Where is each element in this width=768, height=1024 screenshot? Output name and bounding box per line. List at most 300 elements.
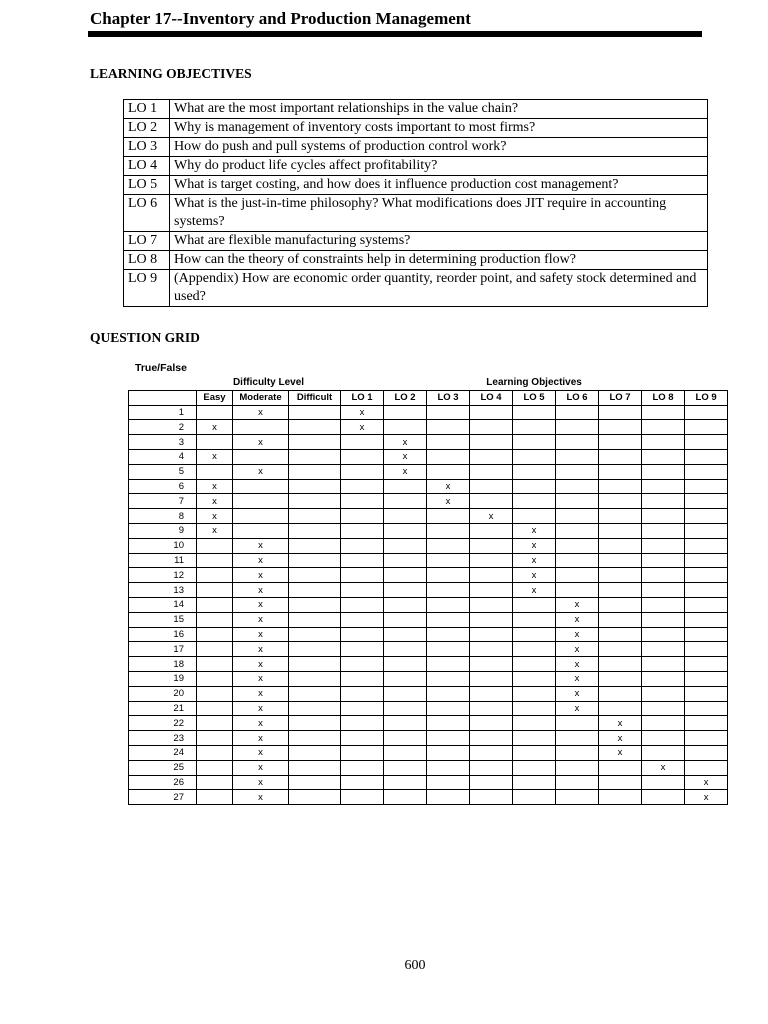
question-grid-heading: QUESTION GRID [90, 330, 200, 345]
question-number: 4 [129, 449, 197, 464]
grid-cell-difficult [289, 627, 341, 642]
grid-cell-easy [197, 597, 233, 612]
grid-cell-lo-9 [685, 597, 728, 612]
learning-objective-row [124, 176, 708, 195]
grid-cell-lo-7 [599, 701, 642, 716]
grid-cell-lo-7 [599, 523, 642, 538]
grid-mark: x [556, 686, 599, 701]
grid-cell-lo-5 [513, 775, 556, 790]
question-number: 21 [129, 701, 197, 716]
grid-cell-lo-1 [341, 642, 384, 657]
learning-objective-row [124, 270, 708, 307]
grid-cell-lo-2 [384, 731, 427, 746]
grid-cell-lo-3 [427, 553, 470, 568]
question-number: 20 [129, 686, 197, 701]
table-row [129, 479, 728, 494]
grid-cell-lo-1 [341, 568, 384, 583]
grid-cell-lo-4 [470, 775, 513, 790]
grid-cell-lo-4 [470, 790, 513, 805]
grid-cell-lo-8 [642, 627, 685, 642]
question-number: 6 [129, 479, 197, 494]
grid-cell-lo-9 [685, 553, 728, 568]
grid-cell-lo-9 [685, 583, 728, 598]
grid-mark: x [233, 790, 289, 805]
table-row [129, 597, 728, 612]
grid-cell-difficult [289, 701, 341, 716]
grid-cell-lo-8 [642, 494, 685, 509]
grid-cell-lo-4 [470, 760, 513, 775]
grid-cell-lo-6 [556, 494, 599, 509]
grid-cell-lo-9 [685, 657, 728, 672]
table-row [129, 420, 728, 435]
grid-cell-easy [197, 716, 233, 731]
grid-cell-lo-9 [685, 671, 728, 686]
grid-cell-lo-3 [427, 464, 470, 479]
question-number: 5 [129, 464, 197, 479]
grid-cell-lo-6 [556, 449, 599, 464]
grid-cell-lo-3 [427, 538, 470, 553]
grid-cell-lo-3 [427, 612, 470, 627]
grid-cell-lo-5 [513, 657, 556, 672]
grid-cell-lo-9 [685, 642, 728, 657]
grid-cell-easy [197, 642, 233, 657]
grid-cell-lo-8 [642, 612, 685, 627]
table-row [129, 701, 728, 716]
grid-cell-difficult [289, 716, 341, 731]
grid-cell-lo-7 [599, 686, 642, 701]
grid-cell-lo-4 [470, 612, 513, 627]
grid-cell-lo-7 [599, 671, 642, 686]
grid-cell-lo-2 [384, 597, 427, 612]
question-number: 7 [129, 494, 197, 509]
grid-mark: x [384, 435, 427, 450]
grid-cell-lo-7 [599, 568, 642, 583]
grid-cell-lo-2 [384, 553, 427, 568]
grid-cell-difficult [289, 509, 341, 524]
grid-cell-lo-6 [556, 716, 599, 731]
objective-code: LO 5 [124, 176, 170, 195]
grid-mark: x [599, 716, 642, 731]
table-row [129, 745, 728, 760]
grid-cell-lo-4 [470, 494, 513, 509]
grid-cell-lo-1 [341, 612, 384, 627]
grid-cell-lo-8 [642, 538, 685, 553]
objective-text: What is the just-in-time philosophy? What modifications does JIT require in accounting systems? [170, 195, 708, 232]
grid-group-header-row [129, 376, 728, 390]
grid-cell-lo-9 [685, 538, 728, 553]
grid-cell-lo-8 [642, 790, 685, 805]
grid-cell-lo-4 [470, 464, 513, 479]
grid-mark: x [233, 671, 289, 686]
table-row [129, 523, 728, 538]
grid-cell-easy [197, 731, 233, 746]
grid-mark: x [470, 509, 513, 524]
table-row [129, 657, 728, 672]
grid-cell-lo-8 [642, 509, 685, 524]
grid-cell-lo-1 [341, 790, 384, 805]
grid-mark: x [384, 464, 427, 479]
grid-cell-lo-5 [513, 731, 556, 746]
table-row [129, 583, 728, 598]
grid-cell-lo-8 [642, 553, 685, 568]
grid-cell-lo-4 [470, 479, 513, 494]
grid-cell-lo-1 [341, 671, 384, 686]
grid-cell-lo-1 [341, 435, 384, 450]
grid-cell-lo-9 [685, 479, 728, 494]
grid-cell-lo-4 [470, 538, 513, 553]
grid-cell-lo-1 [341, 523, 384, 538]
grid-mark: x [513, 568, 556, 583]
grid-cell-lo-5 [513, 745, 556, 760]
column-header-lo-6: LO 6 [556, 390, 599, 405]
grid-column-header-row [129, 390, 728, 405]
learning-objective-row [124, 251, 708, 270]
column-header-lo-7: LO 7 [599, 390, 642, 405]
grid-cell-lo-1 [341, 553, 384, 568]
grid-cell-lo-5 [513, 479, 556, 494]
question-number: 12 [129, 568, 197, 583]
learning-objective-row [124, 157, 708, 176]
grid-cell-lo-2 [384, 716, 427, 731]
learning-objective-row [124, 232, 708, 251]
grid-cell-difficult [289, 553, 341, 568]
grid-cell-lo-8 [642, 449, 685, 464]
grid-mark: x [556, 701, 599, 716]
grid-cell-difficult [289, 435, 341, 450]
grid-cell-lo-2 [384, 494, 427, 509]
column-header-lo-9: LO 9 [685, 390, 728, 405]
grid-cell-lo-5 [513, 760, 556, 775]
grid-mark: x [233, 538, 289, 553]
grid-mark: x [685, 790, 728, 805]
objective-code: LO 2 [124, 119, 170, 138]
grid-cell-lo-3 [427, 745, 470, 760]
grid-mark: x [197, 523, 233, 538]
question-number: 14 [129, 597, 197, 612]
grid-cell-lo-7 [599, 760, 642, 775]
grid-cell-lo-3 [427, 716, 470, 731]
grid-cell-lo-8 [642, 583, 685, 598]
grid-cell-lo-4 [470, 642, 513, 657]
grid-cell-lo-5 [513, 405, 556, 420]
grid-cell-lo-1 [341, 686, 384, 701]
grid-cell-difficult [289, 731, 341, 746]
grid-cell-lo-7 [599, 509, 642, 524]
learning-objectives-table [123, 99, 708, 307]
grid-cell-lo-6 [556, 745, 599, 760]
grid-cell-lo-5 [513, 435, 556, 450]
grid-cell-lo-1 [341, 449, 384, 464]
grid-cell-lo-9 [685, 405, 728, 420]
grid-mark: x [384, 449, 427, 464]
question-number: 13 [129, 583, 197, 598]
question-number: 8 [129, 509, 197, 524]
grid-cell-lo-6 [556, 523, 599, 538]
column-header-lo-8: LO 8 [642, 390, 685, 405]
grid-cell-lo-6 [556, 479, 599, 494]
grid-cell-lo-2 [384, 775, 427, 790]
learning-objective-row [124, 119, 708, 138]
column-header-lo-4: LO 4 [470, 390, 513, 405]
grid-cell-difficult [289, 686, 341, 701]
grid-cell-easy [197, 627, 233, 642]
column-header-lo-5: LO 5 [513, 390, 556, 405]
true-false-label: True/False [135, 362, 187, 374]
grid-cell-lo-8 [642, 435, 685, 450]
grid-mark: x [513, 523, 556, 538]
question-number: 16 [129, 627, 197, 642]
grid-cell-lo-7 [599, 775, 642, 790]
question-number: 15 [129, 612, 197, 627]
objective-code: LO 1 [124, 100, 170, 119]
table-row [129, 760, 728, 775]
grid-cell-lo-3 [427, 405, 470, 420]
grid-cell-easy [197, 657, 233, 672]
grid-mark: x [556, 671, 599, 686]
grid-cell-lo-3 [427, 642, 470, 657]
grid-cell-lo-3 [427, 568, 470, 583]
grid-cell-lo-2 [384, 420, 427, 435]
column-header-lo-3: LO 3 [427, 390, 470, 405]
grid-mark: x [427, 479, 470, 494]
grid-cell-easy [197, 553, 233, 568]
column-header-lo-2: LO 2 [384, 390, 427, 405]
question-number: 23 [129, 731, 197, 746]
grid-cell-lo-9 [685, 420, 728, 435]
grid-cell-lo-3 [427, 686, 470, 701]
grid-cell-easy [197, 790, 233, 805]
grid-cell-lo-4 [470, 701, 513, 716]
table-row [129, 716, 728, 731]
grid-cell-lo-5 [513, 509, 556, 524]
grid-cell-lo-8 [642, 775, 685, 790]
page-number: 600 [404, 958, 426, 973]
grid-cell-lo-8 [642, 642, 685, 657]
grid-mark: x [427, 494, 470, 509]
grid-cell-lo-8 [642, 745, 685, 760]
grid-cell-difficult [289, 760, 341, 775]
grid-cell-lo-6 [556, 568, 599, 583]
grid-cell-lo-4 [470, 657, 513, 672]
grid-cell-lo-3 [427, 449, 470, 464]
grid-cell-difficult [289, 538, 341, 553]
grid-cell-lo-3 [427, 671, 470, 686]
grid-cell-lo-6 [556, 760, 599, 775]
grid-cell-difficult [289, 405, 341, 420]
grid-mark: x [341, 405, 384, 420]
grid-cell-lo-9 [685, 701, 728, 716]
grid-mark: x [233, 731, 289, 746]
grid-cell-lo-8 [642, 671, 685, 686]
grid-cell-lo-2 [384, 523, 427, 538]
grid-mark: x [513, 538, 556, 553]
grid-cell-lo-8 [642, 405, 685, 420]
table-row [129, 790, 728, 805]
grid-cell-lo-9 [685, 523, 728, 538]
grid-cell-lo-5 [513, 701, 556, 716]
grid-cell-lo-3 [427, 775, 470, 790]
grid-cell-lo-3 [427, 435, 470, 450]
grid-cell-lo-2 [384, 657, 427, 672]
grid-cell-lo-6 [556, 538, 599, 553]
grid-cell-lo-7 [599, 597, 642, 612]
question-number: 10 [129, 538, 197, 553]
column-header-easy: Easy [197, 390, 233, 405]
grid-cell-lo-7 [599, 449, 642, 464]
table-row [129, 449, 728, 464]
grid-cell-lo-9 [685, 686, 728, 701]
grid-cell-easy [197, 760, 233, 775]
grid-cell-easy [197, 583, 233, 598]
grid-mark: x [233, 686, 289, 701]
table-row [129, 509, 728, 524]
objective-text: (Appendix) How are economic order quantity, reorder point, and safety stock determined and used? [170, 270, 708, 307]
question-number: 25 [129, 760, 197, 775]
grid-cell-lo-2 [384, 745, 427, 760]
grid-cell-lo-5 [513, 790, 556, 805]
grid-cell-lo-8 [642, 479, 685, 494]
grid-cell-lo-9 [685, 509, 728, 524]
grid-cell-lo-8 [642, 716, 685, 731]
grid-cell-lo-4 [470, 745, 513, 760]
question-number: 1 [129, 405, 197, 420]
grid-cell-moderate [233, 494, 289, 509]
grid-cell-lo-1 [341, 775, 384, 790]
grid-mark: x [685, 775, 728, 790]
grid-cell-lo-4 [470, 627, 513, 642]
grid-cell-lo-2 [384, 701, 427, 716]
grid-cell-lo-8 [642, 686, 685, 701]
grid-mark: x [556, 597, 599, 612]
grid-mark: x [513, 583, 556, 598]
grid-cell-lo-3 [427, 420, 470, 435]
column-header-moderate: Moderate [233, 390, 289, 405]
grid-cell-lo-9 [685, 731, 728, 746]
grid-cell-lo-4 [470, 553, 513, 568]
grid-cell-lo-8 [642, 420, 685, 435]
objective-text: What is target costing, and how does it influence production cost management? [170, 176, 708, 195]
grid-cell-lo-4 [470, 405, 513, 420]
grid-mark: x [341, 420, 384, 435]
grid-cell-lo-4 [470, 523, 513, 538]
grid-cell-difficult [289, 479, 341, 494]
question-number: 17 [129, 642, 197, 657]
grid-cell-lo-9 [685, 745, 728, 760]
grid-mark: x [233, 642, 289, 657]
objective-code: LO 9 [124, 270, 170, 307]
grid-cell-lo-4 [470, 583, 513, 598]
grid-cell-lo-7 [599, 405, 642, 420]
grid-cell-lo-7 [599, 538, 642, 553]
objective-text: Why is management of inventory costs important to most firms? [170, 119, 708, 138]
question-number: 26 [129, 775, 197, 790]
grid-cell-lo-4 [470, 597, 513, 612]
grid-cell-lo-8 [642, 731, 685, 746]
grid-cell-lo-6 [556, 583, 599, 598]
learning-objectives-heading: LEARNING OBJECTIVES [90, 66, 252, 81]
grid-cell-easy [197, 568, 233, 583]
grid-cell-easy [197, 435, 233, 450]
grid-cell-lo-5 [513, 686, 556, 701]
grid-cell-lo-7 [599, 790, 642, 805]
grid-cell-difficult [289, 568, 341, 583]
objective-text: Why do product life cycles affect profitability? [170, 157, 708, 176]
objectives-group-header: Learning Objectives [486, 377, 582, 389]
grid-mark: x [233, 775, 289, 790]
grid-cell-lo-7 [599, 479, 642, 494]
grid-cell-lo-2 [384, 583, 427, 598]
grid-cell-lo-7 [599, 642, 642, 657]
grid-cell-lo-1 [341, 716, 384, 731]
grid-cell-easy [197, 701, 233, 716]
grid-cell-lo-3 [427, 597, 470, 612]
column-header-difficult: Difficult [289, 390, 341, 405]
grid-cell-lo-2 [384, 671, 427, 686]
table-row [129, 568, 728, 583]
grid-cell-easy [197, 686, 233, 701]
table-row [129, 686, 728, 701]
grid-cell-lo-2 [384, 790, 427, 805]
grid-cell-difficult [289, 671, 341, 686]
grid-cell-lo-1 [341, 583, 384, 598]
grid-cell-lo-7 [599, 583, 642, 598]
grid-mark: x [513, 553, 556, 568]
grid-mark: x [233, 553, 289, 568]
grid-cell-lo-8 [642, 523, 685, 538]
grid-cell-lo-3 [427, 701, 470, 716]
grid-cell-difficult [289, 642, 341, 657]
grid-cell-lo-6 [556, 405, 599, 420]
grid-mark: x [556, 612, 599, 627]
question-number: 2 [129, 420, 197, 435]
question-number: 24 [129, 745, 197, 760]
grid-mark: x [197, 494, 233, 509]
grid-cell-lo-2 [384, 642, 427, 657]
grid-cell-lo-9 [685, 716, 728, 731]
grid-cell-lo-5 [513, 671, 556, 686]
grid-cell-lo-1 [341, 597, 384, 612]
grid-cell-lo-9 [685, 449, 728, 464]
grid-cell-easy [197, 671, 233, 686]
grid-cell-moderate [233, 479, 289, 494]
grid-cell-lo-4 [470, 435, 513, 450]
grid-cell-difficult [289, 657, 341, 672]
grid-cell-lo-7 [599, 657, 642, 672]
difficulty-group-header: Difficulty Level [232, 377, 305, 389]
grid-cell-lo-5 [513, 627, 556, 642]
grid-cell-moderate [233, 420, 289, 435]
grid-cell-difficult [289, 449, 341, 464]
grid-cell-lo-7 [599, 627, 642, 642]
grid-cell-lo-1 [341, 464, 384, 479]
grid-cell-lo-4 [470, 449, 513, 464]
grid-cell-lo-7 [599, 420, 642, 435]
grid-cell-difficult [289, 464, 341, 479]
question-number: 27 [129, 790, 197, 805]
grid-cell-lo-3 [427, 790, 470, 805]
table-row [129, 553, 728, 568]
table-row [129, 627, 728, 642]
grid-cell-lo-6 [556, 790, 599, 805]
grid-cell-difficult [289, 597, 341, 612]
grid-cell-lo-7 [599, 553, 642, 568]
grid-mark: x [233, 405, 289, 420]
grid-mark: x [233, 716, 289, 731]
grid-cell-lo-6 [556, 464, 599, 479]
question-number: 3 [129, 435, 197, 450]
table-row [129, 405, 728, 420]
grid-cell-lo-1 [341, 509, 384, 524]
